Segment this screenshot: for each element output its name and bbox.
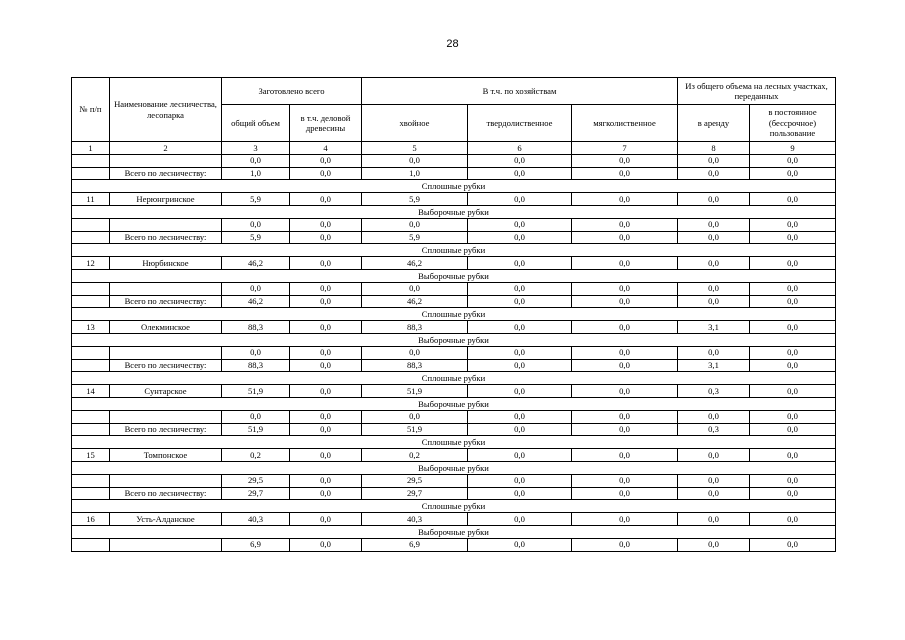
value-cell: 0,0 (468, 218, 572, 231)
table-row (72, 359, 836, 372)
value-cell: 0,0 (290, 513, 362, 526)
value-cell: 0,0 (290, 321, 362, 334)
value-cell: 0,0 (572, 282, 678, 295)
value-cell: 0,0 (468, 513, 572, 526)
col-number: 5 (362, 142, 468, 155)
table-row (72, 321, 836, 334)
value-cell: 6,9 (222, 538, 290, 551)
value-cell: 0,0 (468, 538, 572, 551)
header-softwood: мягколиственное (572, 105, 678, 142)
value-cell: 40,3 (362, 513, 468, 526)
header-rent: в аренду (678, 105, 750, 142)
forestry-name-cell: Всего по лесничеству: (110, 487, 222, 500)
forestry-name-cell: Всего по лесничеству: (110, 167, 222, 180)
value-cell: 0,0 (290, 154, 362, 167)
value-cell: 0,0 (750, 154, 836, 167)
section-row (72, 308, 836, 321)
value-cell: 0,0 (572, 218, 678, 231)
value-cell: 0,0 (750, 410, 836, 423)
forestry-name-cell: Сунтарское (110, 385, 222, 398)
value-cell: 0,0 (678, 218, 750, 231)
section-label: Сплошные рубки (72, 372, 836, 385)
value-cell: 0,0 (572, 513, 678, 526)
value-cell: 0,0 (362, 154, 468, 167)
table-row (72, 167, 836, 180)
table-row (72, 513, 836, 526)
header-num: № п/п (72, 78, 110, 142)
value-cell: 0,0 (678, 346, 750, 359)
value-cell: 0,0 (678, 282, 750, 295)
section-row (72, 436, 836, 449)
value-cell: 0,0 (678, 449, 750, 462)
value-cell: 0,0 (678, 295, 750, 308)
table-row (72, 295, 836, 308)
harvest-table (71, 77, 836, 552)
section-label: Выборочные рубки (72, 205, 836, 218)
value-cell: 0,0 (572, 423, 678, 436)
value-cell: 0,0 (750, 257, 836, 270)
value-cell: 0,0 (750, 167, 836, 180)
value-cell: 51,9 (222, 385, 290, 398)
row-number-cell (72, 423, 110, 436)
value-cell: 51,9 (362, 423, 468, 436)
row-number-cell: 11 (72, 193, 110, 206)
value-cell: 0,0 (678, 410, 750, 423)
value-cell: 88,3 (362, 359, 468, 372)
header-business-wood: в т.ч. деловой древесины (290, 105, 362, 142)
value-cell: 0,0 (290, 167, 362, 180)
forestry-name-cell: Усть-Алданское (110, 513, 222, 526)
section-label: Выборочные рубки (72, 269, 836, 282)
value-cell: 0,0 (468, 474, 572, 487)
value-cell: 0,0 (750, 449, 836, 462)
value-cell: 0,0 (572, 193, 678, 206)
value-cell: 0,0 (468, 410, 572, 423)
forestry-name-cell (110, 538, 222, 551)
section-row (72, 525, 836, 538)
value-cell: 46,2 (362, 257, 468, 270)
value-cell: 3,1 (678, 359, 750, 372)
value-cell: 88,3 (222, 359, 290, 372)
header-by-farms: В т.ч. по хозяйствам (362, 78, 678, 105)
value-cell: 0,0 (468, 321, 572, 334)
forestry-name-cell: Всего по лесничеству: (110, 231, 222, 244)
value-cell: 0,0 (678, 193, 750, 206)
forestry-name-cell (110, 154, 222, 167)
value-cell: 0,0 (572, 257, 678, 270)
value-cell: 88,3 (222, 321, 290, 334)
col-number: 8 (678, 142, 750, 155)
forestry-name-cell (110, 346, 222, 359)
row-number-cell (72, 282, 110, 295)
value-cell: 29,7 (222, 487, 290, 500)
value-cell: 0,0 (290, 193, 362, 206)
section-label: Выборочные рубки (72, 397, 836, 410)
value-cell: 1,0 (362, 167, 468, 180)
value-cell: 0,2 (362, 449, 468, 462)
table-row (72, 346, 836, 359)
value-cell: 5,9 (362, 231, 468, 244)
table-row (72, 385, 836, 398)
value-cell: 88,3 (362, 321, 468, 334)
value-cell: 0,0 (572, 167, 678, 180)
row-number-cell: 12 (72, 257, 110, 270)
section-row (72, 205, 836, 218)
value-cell: 46,2 (362, 295, 468, 308)
value-cell: 0,0 (362, 282, 468, 295)
value-cell: 0,0 (468, 167, 572, 180)
table-row (72, 282, 836, 295)
table-row (72, 154, 836, 167)
value-cell: 0,0 (468, 487, 572, 500)
section-row (72, 461, 836, 474)
section-row (72, 397, 836, 410)
value-cell: 0,0 (468, 449, 572, 462)
value-cell: 29,5 (362, 474, 468, 487)
section-label: Сплошные рубки (72, 244, 836, 257)
row-number-cell (72, 410, 110, 423)
forestry-name-cell: Всего по лесничеству: (110, 359, 222, 372)
row-number-cell (72, 295, 110, 308)
col-number: 9 (750, 142, 836, 155)
header-transferred: Из общего объема на лесных участках, переданных (678, 78, 836, 105)
value-cell: 1,0 (222, 167, 290, 180)
value-cell: 0,0 (290, 231, 362, 244)
value-cell: 0,0 (290, 346, 362, 359)
value-cell: 0,0 (222, 154, 290, 167)
value-cell: 0,0 (468, 346, 572, 359)
value-cell: 0,0 (290, 487, 362, 500)
row-number-cell (72, 359, 110, 372)
value-cell: 0,0 (678, 231, 750, 244)
value-cell: 0,0 (750, 474, 836, 487)
value-cell: 0,3 (678, 423, 750, 436)
value-cell: 0,0 (750, 513, 836, 526)
value-cell: 0,0 (678, 167, 750, 180)
value-cell: 0,0 (468, 193, 572, 206)
header-permanent: в постоянное (бессрочное) пользование (750, 105, 836, 142)
forestry-name-cell (110, 218, 222, 231)
value-cell: 0,0 (222, 218, 290, 231)
section-row (72, 333, 836, 346)
value-cell: 0,0 (362, 410, 468, 423)
forestry-name-cell (110, 474, 222, 487)
forestry-name-cell: Всего по лесничеству: (110, 423, 222, 436)
header-coniferous: хвойное (362, 105, 468, 142)
value-cell: 6,9 (362, 538, 468, 551)
value-cell: 5,9 (222, 231, 290, 244)
table-row (72, 423, 836, 436)
value-cell: 0,0 (290, 359, 362, 372)
table-row (72, 538, 836, 551)
row-number-cell (72, 346, 110, 359)
value-cell: 0,0 (572, 474, 678, 487)
section-row (72, 500, 836, 513)
row-number-cell (72, 218, 110, 231)
value-cell: 5,9 (362, 193, 468, 206)
page-number: 28 (446, 38, 459, 50)
value-cell: 0,0 (750, 385, 836, 398)
value-cell: 0,0 (572, 154, 678, 167)
value-cell: 0,0 (750, 359, 836, 372)
forestry-name-cell: Нюрбинское (110, 257, 222, 270)
value-cell: 0,0 (468, 385, 572, 398)
forestry-name-cell: Олекминское (110, 321, 222, 334)
table-row (72, 218, 836, 231)
value-cell: 0,0 (222, 282, 290, 295)
col-number: 3 (222, 142, 290, 155)
value-cell: 0,0 (468, 154, 572, 167)
row-number-cell (72, 154, 110, 167)
value-cell: 0,0 (290, 385, 362, 398)
value-cell: 0,0 (572, 410, 678, 423)
value-cell: 0,0 (290, 218, 362, 231)
value-cell: 0,0 (290, 410, 362, 423)
value-cell: 0,0 (678, 538, 750, 551)
row-number-cell: 13 (72, 321, 110, 334)
value-cell: 0,0 (468, 295, 572, 308)
value-cell: 0,0 (750, 487, 836, 500)
value-cell: 0,0 (222, 410, 290, 423)
value-cell: 0,0 (572, 321, 678, 334)
value-cell: 0,0 (678, 487, 750, 500)
value-cell: 0,0 (290, 282, 362, 295)
value-cell: 0,0 (468, 359, 572, 372)
row-number-cell: 14 (72, 385, 110, 398)
value-cell: 0,0 (750, 346, 836, 359)
forestry-name-cell: Томпонское (110, 449, 222, 462)
section-label: Выборочные рубки (72, 461, 836, 474)
value-cell: 0,0 (572, 295, 678, 308)
value-cell: 0,0 (572, 346, 678, 359)
section-label: Выборочные рубки (72, 525, 836, 538)
value-cell: 0,0 (572, 385, 678, 398)
value-cell: 0,0 (468, 423, 572, 436)
value-cell: 0,0 (290, 538, 362, 551)
value-cell: 0,0 (678, 154, 750, 167)
row-number-cell (72, 231, 110, 244)
value-cell: 0,0 (290, 449, 362, 462)
value-cell: 0,0 (750, 423, 836, 436)
value-cell: 40,3 (222, 513, 290, 526)
value-cell: 0,0 (572, 487, 678, 500)
value-cell: 0,0 (750, 218, 836, 231)
value-cell: 3,1 (678, 321, 750, 334)
table-row (72, 410, 836, 423)
section-label: Сплошные рубки (72, 180, 836, 193)
value-cell: 51,9 (222, 423, 290, 436)
value-cell: 0,0 (678, 474, 750, 487)
row-number-cell: 15 (72, 449, 110, 462)
table-row (72, 257, 836, 270)
value-cell: 0,0 (222, 346, 290, 359)
value-cell: 0,0 (362, 218, 468, 231)
value-cell: 0,0 (468, 282, 572, 295)
value-cell: 0,0 (290, 257, 362, 270)
table-row (72, 193, 836, 206)
value-cell: 0,0 (750, 282, 836, 295)
section-row (72, 269, 836, 282)
row-number-cell (72, 474, 110, 487)
section-row (72, 372, 836, 385)
value-cell: 0,0 (750, 295, 836, 308)
value-cell: 0,0 (290, 295, 362, 308)
forestry-name-cell: Всего по лесничеству: (110, 295, 222, 308)
value-cell: 0,0 (572, 231, 678, 244)
value-cell: 29,5 (222, 474, 290, 487)
value-cell: 0,0 (572, 359, 678, 372)
value-cell: 0,0 (750, 538, 836, 551)
value-cell: 29,7 (362, 487, 468, 500)
value-cell: 0,0 (572, 449, 678, 462)
header-total-volume: общий объем (222, 105, 290, 142)
section-label: Выборочные рубки (72, 333, 836, 346)
table-row (72, 449, 836, 462)
value-cell: 0,0 (750, 321, 836, 334)
section-row (72, 180, 836, 193)
col-number: 7 (572, 142, 678, 155)
section-row (72, 244, 836, 257)
value-cell: 51,9 (362, 385, 468, 398)
col-number: 6 (468, 142, 572, 155)
value-cell: 46,2 (222, 295, 290, 308)
forestry-name-cell (110, 282, 222, 295)
value-cell: 0,0 (572, 538, 678, 551)
col-number: 1 (72, 142, 110, 155)
value-cell: 0,0 (362, 346, 468, 359)
value-cell: 5,9 (222, 193, 290, 206)
value-cell: 0,2 (222, 449, 290, 462)
row-number-cell (72, 487, 110, 500)
value-cell: 0,0 (468, 231, 572, 244)
table-body (72, 154, 836, 551)
value-cell: 0,0 (468, 257, 572, 270)
section-label: Сплошные рубки (72, 308, 836, 321)
header-hardwood: твердолиственное (468, 105, 572, 142)
row-number-cell: 16 (72, 513, 110, 526)
value-cell: 46,2 (222, 257, 290, 270)
forestry-name-cell (110, 410, 222, 423)
row-number-cell (72, 167, 110, 180)
value-cell: 0,0 (678, 513, 750, 526)
table-row (72, 231, 836, 244)
forestry-name-cell: Нерюнгринское (110, 193, 222, 206)
row-number-cell (72, 538, 110, 551)
value-cell: 0,0 (290, 474, 362, 487)
value-cell: 0,0 (290, 423, 362, 436)
table-row (72, 487, 836, 500)
value-cell: 0,0 (750, 193, 836, 206)
section-label: Сплошные рубки (72, 436, 836, 449)
value-cell: 0,3 (678, 385, 750, 398)
value-cell: 0,0 (678, 257, 750, 270)
value-cell: 0,0 (750, 231, 836, 244)
header-harvested-total: Заготовлено всего (222, 78, 362, 105)
column-numbers-row (72, 142, 836, 155)
col-number: 2 (110, 142, 222, 155)
col-number: 4 (290, 142, 362, 155)
table-row (72, 474, 836, 487)
section-label: Сплошные рубки (72, 500, 836, 513)
header-name: Наименование лесничества, лесопарка (110, 78, 222, 142)
